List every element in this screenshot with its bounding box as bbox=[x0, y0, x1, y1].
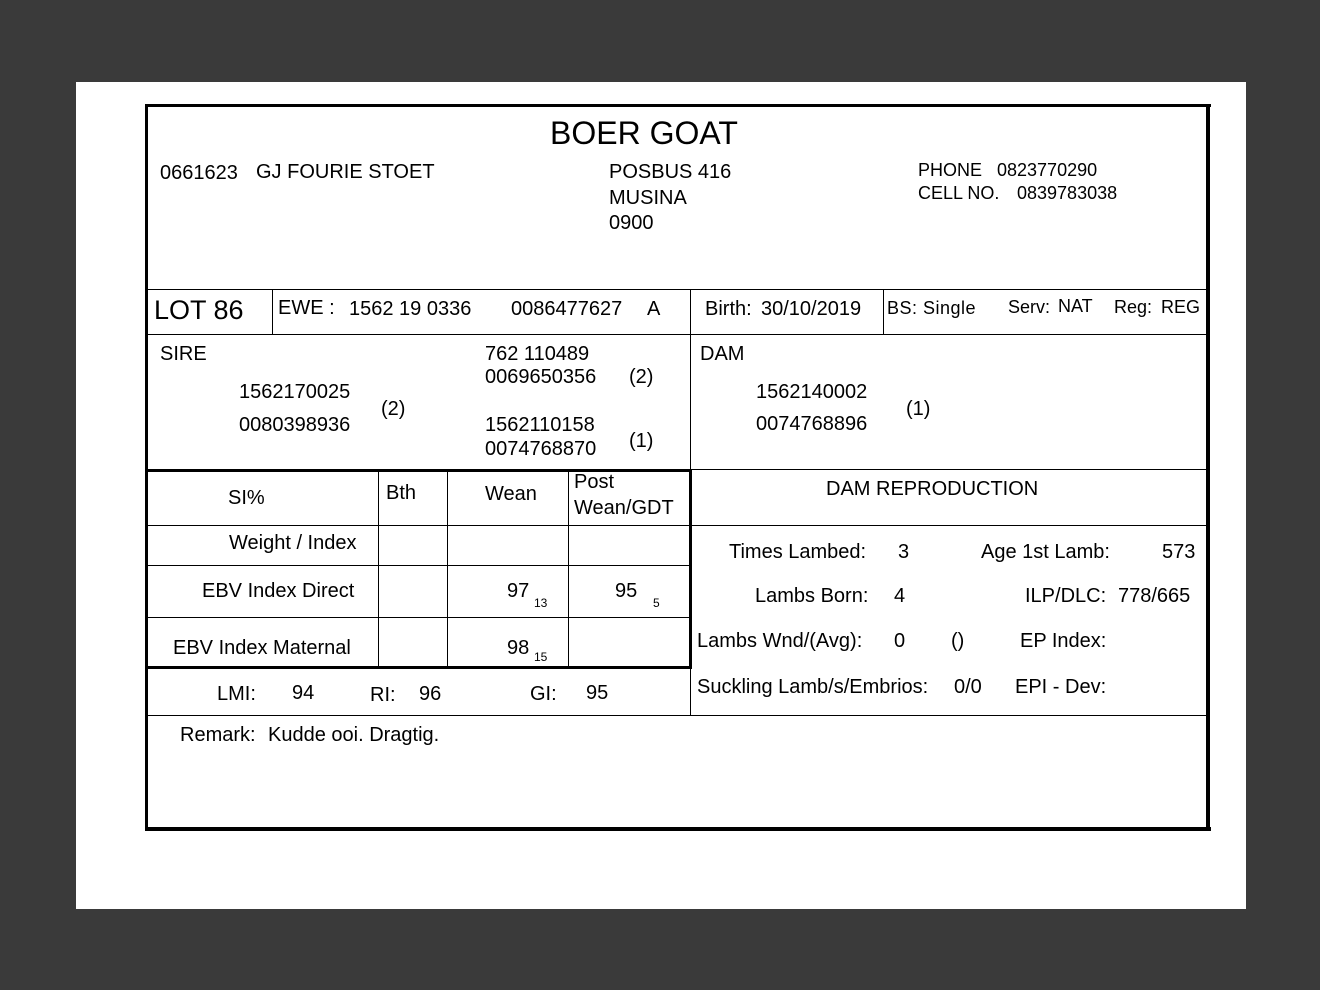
perf-row-line-1 bbox=[148, 525, 690, 526]
divider-lot-row bbox=[148, 334, 1206, 335]
phone-label: PHONE bbox=[918, 160, 983, 180]
perf-col-line-3 bbox=[568, 471, 569, 667]
sire-dam-grade: (1) bbox=[629, 430, 654, 452]
lambs-born-label: Lambs Born: bbox=[755, 585, 869, 607]
epi-dev-label: EPI - Dev: bbox=[1015, 676, 1107, 698]
ewe-tag: 0086477627 bbox=[511, 298, 623, 320]
card-border-left bbox=[145, 104, 148, 831]
direct-post-value: 95 bbox=[615, 580, 638, 602]
card-title: BOER GOAT bbox=[550, 115, 738, 151]
sire-sire-grade: (2) bbox=[629, 366, 654, 388]
ewe-label: EWE : bbox=[278, 297, 335, 319]
dam-grade: (1) bbox=[906, 398, 931, 420]
sire-tag: 0080398936 bbox=[239, 414, 351, 436]
suckling-label: Suckling Lamb/s/Embrios: bbox=[697, 676, 929, 698]
phone-number: 0823770290 bbox=[997, 160, 1098, 180]
reg-label: Reg: bbox=[1114, 297, 1153, 317]
maternal-wean-value: 98 bbox=[507, 637, 530, 659]
divider-header bbox=[148, 289, 1206, 290]
lambs-weaned-value: 0 bbox=[894, 630, 906, 652]
breeder-number: 0661623 bbox=[160, 162, 238, 184]
remark-label: Remark: bbox=[180, 724, 256, 746]
maternal-wean-count: 15 bbox=[534, 650, 548, 664]
perf-row-line-2 bbox=[148, 565, 690, 566]
dam-tag: 0074768896 bbox=[756, 413, 868, 435]
perf-table-right bbox=[689, 469, 692, 669]
age-first-lamb-value: 573 bbox=[1162, 541, 1196, 563]
sire-label: SIRE bbox=[160, 343, 207, 365]
cell-label: CELL NO. bbox=[918, 183, 1000, 203]
bth-header: Bth bbox=[386, 482, 417, 504]
address-line-3: 0900 bbox=[609, 212, 654, 234]
sire-grade: (2) bbox=[381, 398, 406, 420]
cell-number: 0839783038 bbox=[1017, 183, 1118, 203]
birth-status: BS: Single bbox=[887, 298, 977, 318]
gi-label: GI: bbox=[530, 683, 557, 705]
ilp-dlc-value: 778/665 bbox=[1118, 585, 1191, 607]
divider-pedigree bbox=[692, 469, 1206, 470]
row-weight-index: Weight / Index bbox=[229, 532, 357, 554]
perf-col-line-2 bbox=[447, 471, 448, 667]
sire-sire-id: 762 110489 bbox=[485, 343, 590, 365]
card-border-right bbox=[1206, 104, 1210, 831]
address-line-1: POSBUS 416 bbox=[609, 161, 732, 183]
sire-sire-tag: 0069650356 bbox=[485, 366, 597, 388]
birth-label: Birth: bbox=[705, 298, 752, 320]
times-lambed-value: 3 bbox=[898, 541, 910, 563]
suckling-value: 0/0 bbox=[954, 676, 982, 698]
lambs-weaned-avg: () bbox=[951, 630, 965, 652]
breeder-name: GJ FOURIE STOET bbox=[256, 161, 435, 183]
age-first-lamb-label: Age 1st Lamb: bbox=[981, 541, 1110, 563]
serv-value: NAT bbox=[1058, 296, 1093, 316]
gi-value: 95 bbox=[586, 682, 609, 704]
ilp-dlc-label: ILP/DLC: bbox=[1025, 585, 1107, 607]
direct-post-count: 5 bbox=[653, 596, 660, 610]
si-header: SI% bbox=[228, 487, 265, 509]
post-wean-header-2: Wean/GDT bbox=[574, 497, 674, 519]
divider-dam-repro bbox=[692, 525, 1206, 526]
card-border-top bbox=[145, 104, 1211, 107]
row-ebv-direct: EBV Index Direct bbox=[202, 580, 355, 602]
address-line-2: MUSINA bbox=[609, 187, 687, 209]
sire-id: 1562170025 bbox=[239, 381, 351, 403]
times-lambed-label: Times Lambed: bbox=[729, 541, 867, 563]
ep-index-label: EP Index: bbox=[1020, 630, 1107, 652]
dam-label: DAM bbox=[700, 343, 745, 365]
ri-label: RI: bbox=[370, 684, 396, 706]
card-border-bottom bbox=[145, 827, 1211, 831]
divider-birth bbox=[883, 289, 884, 334]
direct-wean-count: 13 bbox=[534, 596, 548, 610]
perf-table-bottom bbox=[148, 666, 692, 669]
lambs-born-value: 4 bbox=[894, 585, 906, 607]
divider-lot-ewe bbox=[272, 289, 273, 334]
lmi-value: 94 bbox=[292, 682, 315, 704]
reg-value: REG bbox=[1161, 297, 1201, 317]
lot-number: LOT 86 bbox=[154, 295, 244, 325]
row-ebv-maternal: EBV Index Maternal bbox=[173, 637, 351, 659]
ri-value: 96 bbox=[419, 683, 442, 705]
serv-label: Serv: bbox=[1008, 297, 1051, 317]
direct-wean-value: 97 bbox=[507, 580, 530, 602]
remark-text: Kudde ooi. Dragtig. bbox=[268, 724, 440, 746]
post-wean-header-1: Post bbox=[574, 471, 615, 493]
birth-date: 30/10/2019 bbox=[761, 298, 862, 320]
ewe-id: 1562 19 0336 bbox=[349, 298, 472, 320]
dam-id: 1562140002 bbox=[756, 381, 868, 403]
ewe-grade: A bbox=[647, 298, 661, 320]
divider-index-row bbox=[148, 715, 1206, 716]
lmi-label: LMI: bbox=[217, 683, 256, 705]
perf-row-line-3 bbox=[148, 617, 690, 618]
dam-repro-title: DAM REPRODUCTION bbox=[826, 478, 1039, 500]
lambs-weaned-label: Lambs Wnd/(Avg): bbox=[697, 630, 863, 652]
perf-col-line-1 bbox=[378, 471, 379, 667]
wean-header: Wean bbox=[485, 483, 537, 505]
sire-dam-id: 1562110158 bbox=[485, 414, 595, 436]
sire-dam-tag: 0074768870 bbox=[485, 438, 597, 460]
